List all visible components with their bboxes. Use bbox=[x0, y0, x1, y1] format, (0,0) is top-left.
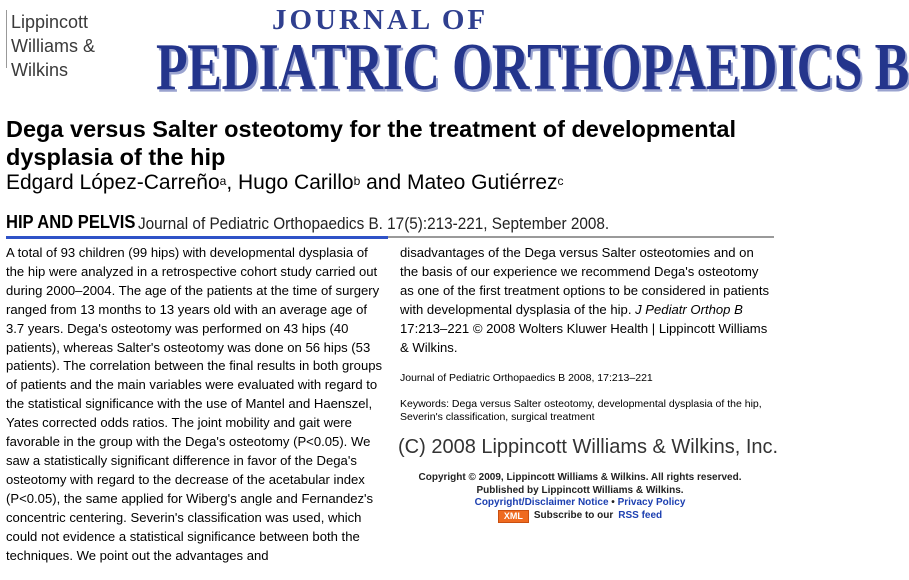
reference-line: Journal of Pediatric Orthopaedics B 2008, 17:213–221 bbox=[400, 372, 653, 384]
keywords: Keywords: Dega versus Salter osteotomy, developmental dysplasia of the hip, Severin's classification, surgical treatment bbox=[400, 398, 762, 423]
author-separator: and bbox=[360, 171, 407, 194]
copyright-disclaimer-link[interactable]: Copyright/Disclaimer Notice bbox=[474, 497, 609, 508]
journal-masthead bbox=[152, 2, 909, 105]
copyright-banner: (C) 2008 Lippincott Williams & Wilkins, Inc. bbox=[398, 436, 779, 458]
footer-published-by: Published by Lippincott Williams & Wilkins. bbox=[476, 484, 684, 496]
abstract-citation-journal: J Pediatr Orthop B bbox=[635, 301, 743, 317]
footer-copyright: Copyright © 2009, Lippincott Williams & Wilkins. All rights reserved. bbox=[418, 472, 742, 483]
author-separator: , bbox=[226, 171, 238, 194]
privacy-policy-link[interactable]: Privacy Policy bbox=[617, 497, 686, 508]
masthead-journal-of: JOURNAL OF bbox=[272, 4, 489, 36]
abstract-left-column: A total of 93 children (99 hips) with developmental dysplasia of the hip were analyzed in a retrospective cohort study carried out during 2000–2004. The age of the patients at the time of surgery ranged from 13 months to 13 years old with an average age of 3.7 years. Dega's osteotomy was performed on 43 hips (40 patients), whereas Salter's osteotomy was done on 56 hips (53 patients). The correlation between the final results in both groups of patients and the main variables were evaluated with regard to the statistical significance with the use of Mantel and Haenszel, Yates corrected odds ratios. The joint mobility and gait were favorable in the group with the Dega's osteotomy (P<0.05). We saw a statistically significant difference in favor of the Dega's osteotomy with regard to the decrease of the acetabular index (P<0.05), the same applied for Wiberg's angle and Fernandez's concentric centering. Severin's classification was used, which could not evidence a statistical significance between both the techniques. We point out the advantages and bbox=[6, 245, 383, 563]
publisher-logo bbox=[6, 10, 148, 80]
section-bar bbox=[6, 208, 774, 234]
page-footer bbox=[400, 472, 760, 523]
abstract-right-text: disadvantages of the Dega versus Salter osteotomies and on the basis of our experience we recommend Dega's osteotomy as one of the first treatment options to be considered in patients with developmental dysplasia of the hip. bbox=[400, 245, 770, 317]
rss-subscribe-row bbox=[400, 510, 760, 523]
subscribe-text: Subscribe to our bbox=[533, 509, 614, 521]
author-list bbox=[6, 170, 564, 196]
publisher-name-line1: Lippincott bbox=[11, 12, 89, 32]
section-divider-blue bbox=[6, 236, 388, 239]
link-separator: • bbox=[608, 497, 618, 508]
author-affiliation-mark: b bbox=[353, 174, 361, 188]
abstract-citation-tail: 17:213–221 © 2008 Wolters Kluwer Health | Lippincott Williams & Wilkins. bbox=[400, 320, 768, 355]
xml-feed-icon[interactable]: XML bbox=[498, 510, 529, 523]
citation-header: Journal of Pediatric Orthopaedics B. 17(5):213-221, September 2008. bbox=[138, 214, 610, 233]
author-name: Hugo Carillo bbox=[238, 171, 354, 194]
rss-feed-link[interactable]: RSS feed bbox=[618, 509, 663, 521]
author-affiliation-mark: a bbox=[219, 174, 227, 188]
footer-links bbox=[400, 497, 760, 510]
author-name: Edgard López-Carreño bbox=[6, 171, 220, 194]
author-affiliation-mark: c bbox=[557, 174, 564, 188]
article-title: Dega versus Salter osteotomy for the treatment of developmental dysplasia of the hip bbox=[6, 116, 736, 170]
abstract-right-column bbox=[400, 244, 772, 357]
section-label: HIP AND PELVIS bbox=[6, 212, 136, 232]
masthead-journal-name: PEDIATRIC ORTHOPAEDICS B bbox=[156, 31, 909, 105]
publisher-name-line2: Williams & Wilkins bbox=[11, 36, 95, 80]
author-name: Mateo Gutiérrez bbox=[406, 171, 558, 194]
section-divider-gray bbox=[388, 236, 774, 238]
